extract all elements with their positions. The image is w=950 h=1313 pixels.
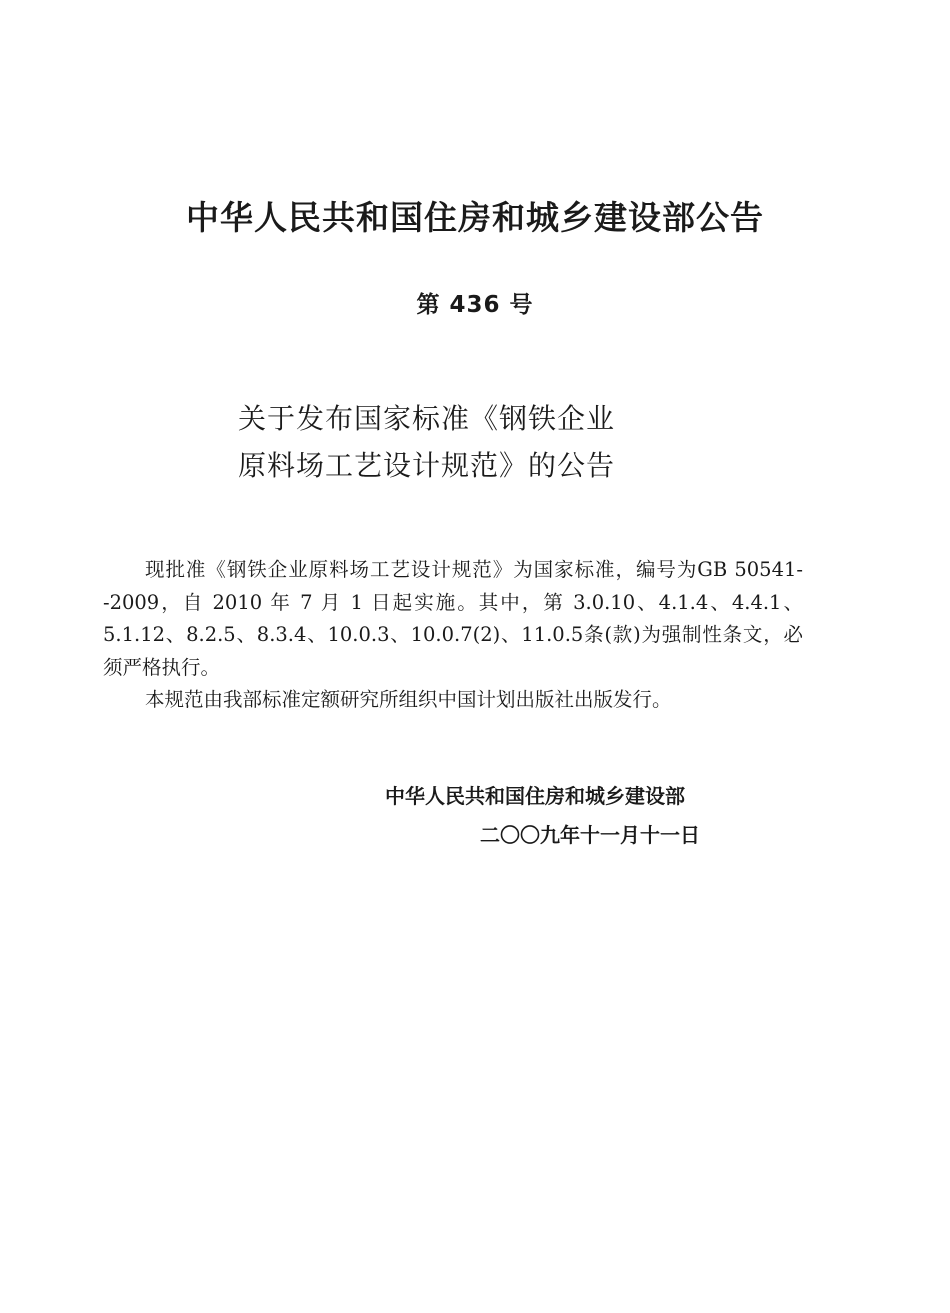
- subject-line-2: 原料场工艺设计规范》的公告: [238, 449, 616, 482]
- announcement-heading: 中华人民共和国住房和城乡建设部公告: [186, 198, 764, 237]
- issue-date: 二〇〇九年十一月十一日: [480, 823, 700, 847]
- body-paragraph-2: 本规范由我部标准定额研究所组织中国计划出版社出版发行。: [145, 688, 672, 711]
- announcement-number: 第 436 号: [416, 292, 534, 318]
- subject-line-1: 关于发布国家标准《钢铁企业: [238, 402, 616, 435]
- announcement-body: [103, 554, 803, 717]
- announcement-subject: [238, 395, 615, 489]
- issuing-authority: 中华人民共和国住房和城乡建设部: [385, 784, 685, 808]
- body-paragraph-1: 现批准《钢铁企业原料场工艺设计规范》为国家标准，编号为GB 50541--2009，自 2010 年 7 月 1 日起实施。其中，第 3.0.10、4.1.4、4.4.1、5.1.12、8.2.5、8.3.4、10.0.3、10.0.7(2)、11.0.5条(款)为强制性条文，必须严格执行。: [103, 558, 803, 679]
